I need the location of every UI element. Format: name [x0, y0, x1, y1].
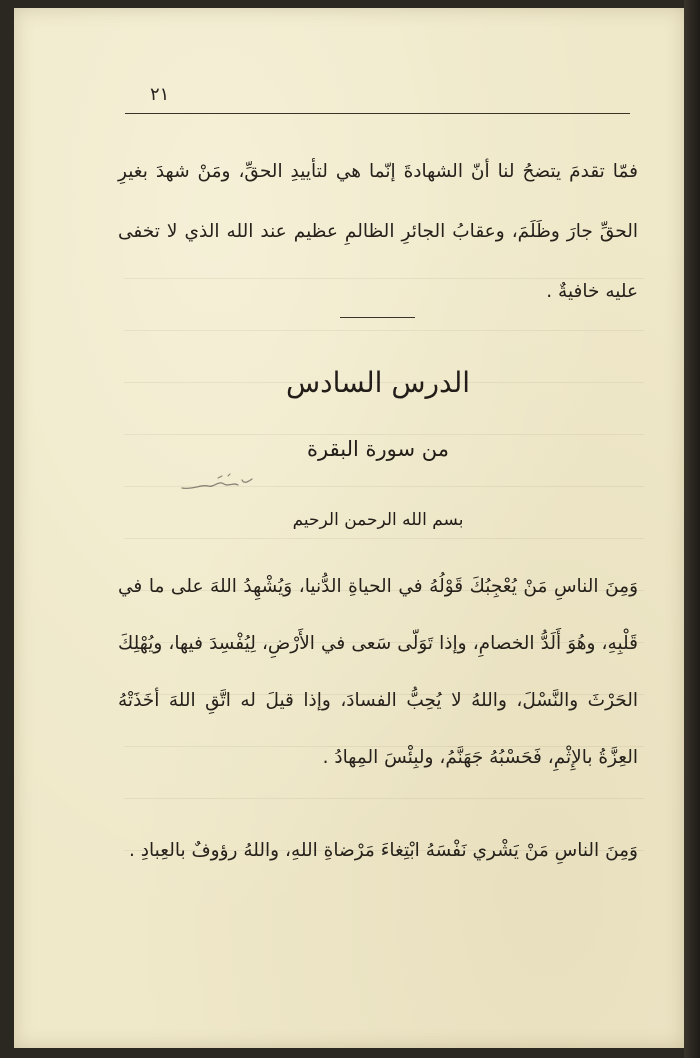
- verse-paragraph-1: وَمِنَ الناسِ مَنْ يُعْجِبُكَ قَوْلُهُ في الحياةِ الدُّنيا، وَيُشْهِدُ اللهَ على ما في قَلْبِهِ، وهُوَ أَلَدُّ الخصامِ، وإذا تَوَلّى سَعى في الأَرْضِ، لِيُفْسِدَ فيها، ويُهْلِكَ الحَرْثَ والنَّسْلَ، واللهُ لا يُحِبُّ الفسادَ، وإذا قيلَ له اتَّقِ اللهَ أخَذَتْهُ العِزَّةُ بالإِثْمِ، فَحَسْبُهُ جَهَنَّمُ، ولبِئْسَ المِهادُ .: [118, 576, 638, 768]
- basmala: بسم الله الرحمن الرحيم: [292, 510, 464, 530]
- book-spine-edge: [684, 0, 700, 1058]
- intro-paragraph: فمّا تقدمَ يتضحُ لنا أنّ الشهادةَ إنّما هي لتأييدِ الحقِّ، ومَنْ شهدَ بغيرِ الحقِّ جارَ وظَلَمَ، وعقابُ الجائرِ الظالمِ عظيم عند الله الذي لا تخفى عليه خافيةٌ .: [118, 161, 638, 302]
- header-rule: [125, 113, 630, 114]
- verse-paragraph-2: وَمِنَ الناسِ مَنْ يَشْري نَفْسَهُ ابْتِغاءَ مَرْضاةِ اللهِ، واللهُ رؤوفٌ بالعِبادِ .: [129, 840, 638, 861]
- page-number: ٢١: [150, 84, 170, 105]
- handwritten-pencil-note: [178, 470, 258, 500]
- surah-title: من سورة البقرة: [307, 437, 449, 461]
- lesson-title: الدرس السادس: [285, 366, 471, 399]
- section-divider: [340, 317, 415, 318]
